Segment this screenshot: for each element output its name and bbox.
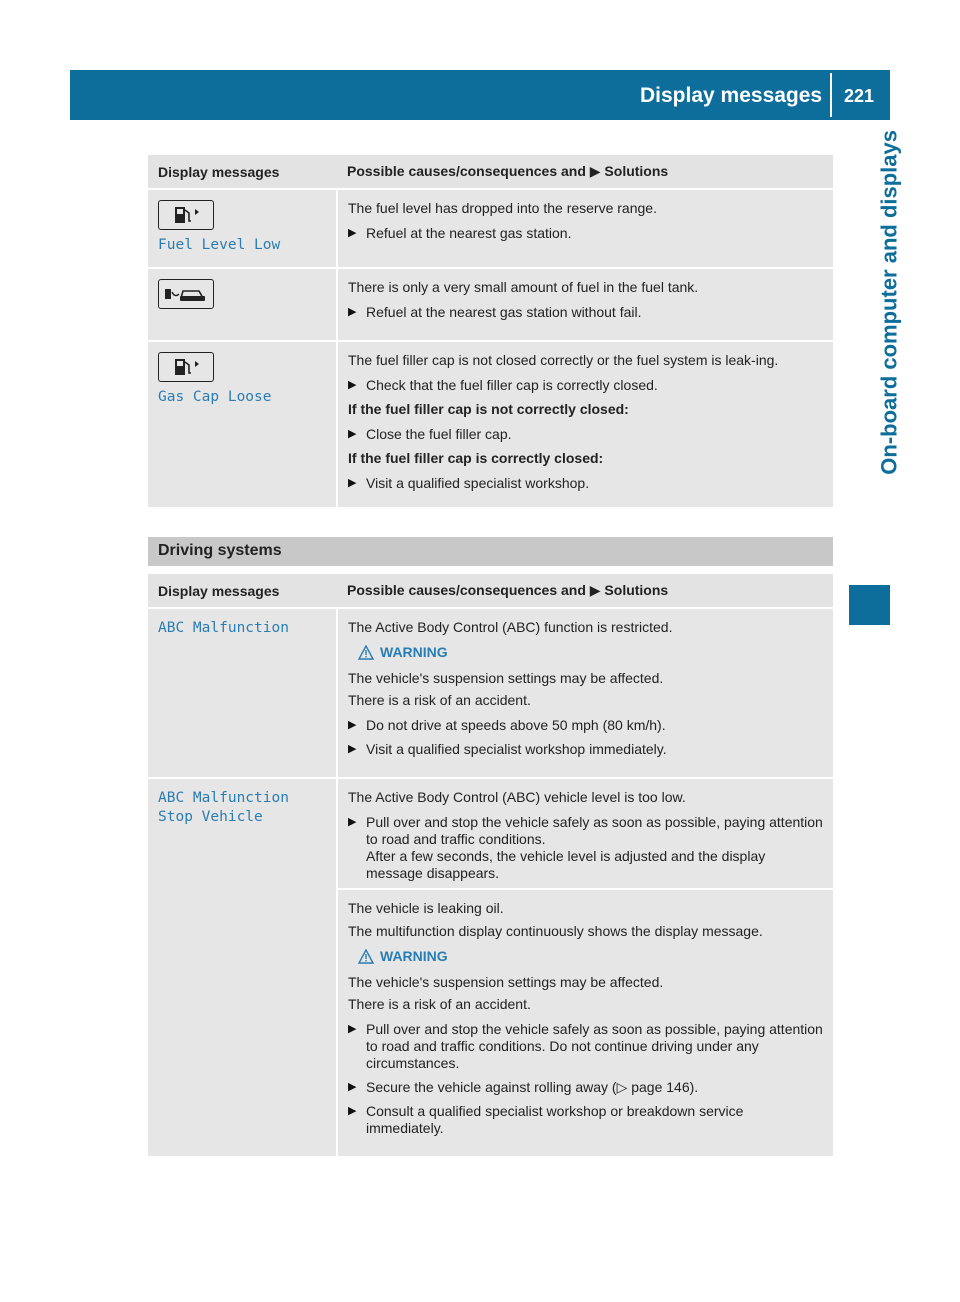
warning-text: There is a risk of an accident. bbox=[348, 996, 531, 1012]
cause-text: The multifunction display continuously shows the display message. bbox=[348, 923, 763, 939]
cause-text: The vehicle is leaking oil. bbox=[348, 900, 504, 916]
side-tab bbox=[835, 130, 902, 580]
table-row bbox=[148, 189, 833, 268]
solution-note: After a few seconds, the vehicle level is adjusted and the display message disappears. bbox=[366, 848, 766, 881]
driving-systems-table bbox=[148, 574, 833, 1158]
col-header-solutions: Possible causes/consequences and ▶ Solutions bbox=[337, 155, 833, 189]
warning-block bbox=[358, 644, 823, 660]
fuel-pump-icon bbox=[158, 200, 214, 230]
table-row bbox=[148, 778, 833, 889]
abc-malfunction-label: ABC Malfunction bbox=[158, 790, 289, 806]
col-header-display: Display messages bbox=[148, 155, 337, 189]
solution-step: ▶ Secure the vehicle against rolling away (▷ page 146). bbox=[348, 1079, 823, 1096]
solution-step: ▶ Visit a qualified specialist workshop immediately. bbox=[348, 741, 823, 758]
stop-vehicle-label: Stop Vehicle bbox=[158, 809, 263, 825]
solution-step: ▶ Do not drive at speeds above 50 mph (80 km/h). bbox=[348, 717, 823, 734]
warning-block bbox=[358, 948, 823, 964]
solution-step: ▶ Refuel at the nearest gas station. bbox=[348, 225, 823, 242]
warning-text: There is a risk of an accident. bbox=[348, 692, 531, 708]
gas-cap-loose-label: Gas Cap Loose bbox=[158, 389, 272, 405]
table-row bbox=[148, 608, 833, 778]
header-title: Display messages bbox=[640, 84, 823, 107]
header-separator bbox=[830, 73, 832, 117]
low-fuel-car-icon bbox=[158, 279, 214, 309]
cause-text: There is only a very small amount of fuel in the fuel tank. bbox=[348, 279, 699, 295]
cause-text: The fuel level has dropped into the reserve range. bbox=[348, 200, 657, 216]
section-title: Driving systems bbox=[158, 542, 282, 559]
section-header bbox=[148, 537, 833, 566]
abc-malfunction-label: ABC Malfunction bbox=[158, 620, 289, 636]
table-row bbox=[148, 268, 833, 341]
col-header-display: Display messages bbox=[148, 574, 337, 608]
cause-text: The Active Body Control (ABC) vehicle level is too low. bbox=[348, 789, 686, 805]
warning-triangle-icon bbox=[358, 949, 374, 964]
solution-step: ▶ Consult a qualified specialist workshop or breakdown service immediately. bbox=[348, 1103, 823, 1137]
warning-label: WARNING bbox=[380, 948, 448, 964]
warning-text: The vehicle's suspension settings may be affected. bbox=[348, 974, 664, 990]
cause-text: The fuel filler cap is not closed correctly or the fuel system is leak-ing. bbox=[348, 352, 779, 368]
fuel-pump-icon bbox=[158, 352, 214, 382]
side-tab-label: On-board computer and displays bbox=[877, 130, 902, 475]
fuel-level-low-label: Fuel Level Low bbox=[158, 237, 281, 253]
solution-step: ▶ Close the fuel filler cap. bbox=[348, 426, 823, 443]
warning-label: WARNING bbox=[380, 644, 448, 660]
warning-text: The vehicle's suspension settings may be affected. bbox=[348, 670, 664, 686]
condition-heading: If the fuel filler cap is correctly closed: bbox=[348, 450, 604, 466]
solution-step: ▶ Check that the fuel filler cap is correctly closed. bbox=[348, 377, 823, 394]
solution-step: ▶ Pull over and stop the vehicle safely as soon as possible, paying attention to road and traffic conditions. bbox=[348, 814, 823, 848]
condition-heading: If the fuel filler cap is not correctly closed: bbox=[348, 401, 629, 417]
solution-step: ▶ Pull over and stop the vehicle safely as soon as possible, paying attention to road and traffic conditions. Do not continue driving under any circumstances. bbox=[348, 1021, 823, 1072]
table-row bbox=[148, 341, 833, 508]
fuel-messages-table bbox=[148, 155, 833, 509]
col-header-solutions: Possible causes/consequences and ▶ Solutions bbox=[337, 574, 833, 608]
solution-step: ▶ Visit a qualified specialist workshop. bbox=[348, 475, 823, 492]
page-number: 221 bbox=[844, 86, 875, 106]
side-block bbox=[849, 585, 890, 625]
warning-triangle-icon bbox=[358, 645, 374, 660]
cause-text: The Active Body Control (ABC) function is restricted. bbox=[348, 619, 673, 635]
solution-step: ▶ Refuel at the nearest gas station without fail. bbox=[348, 304, 823, 321]
